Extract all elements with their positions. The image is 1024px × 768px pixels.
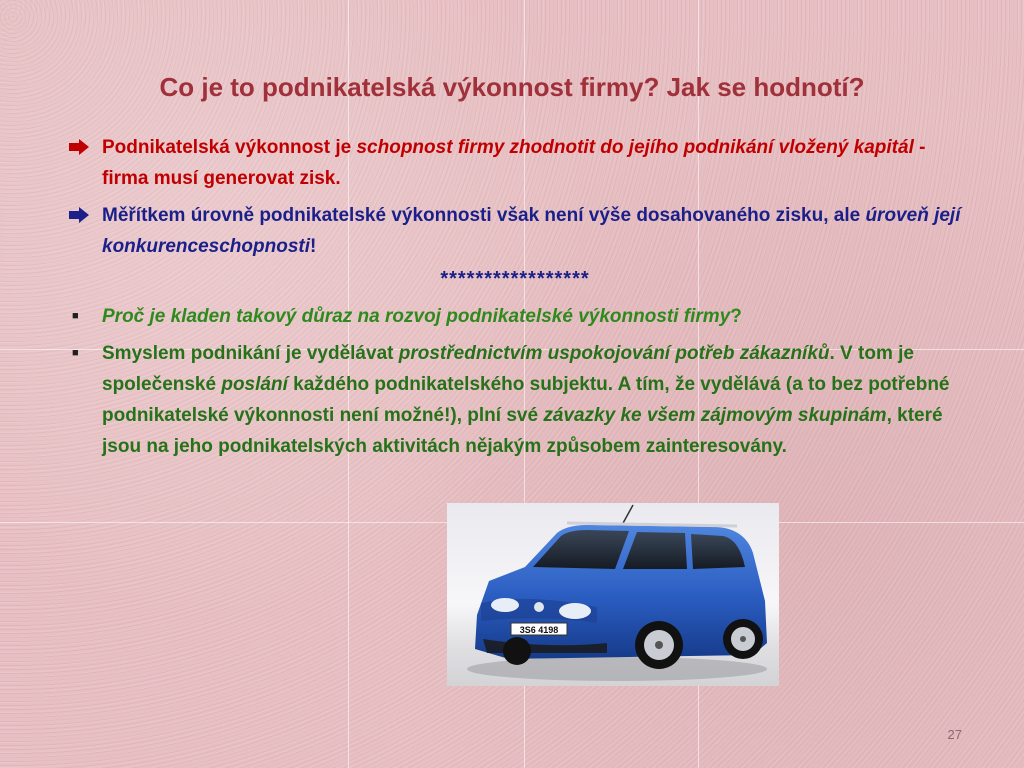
- page-number: 27: [947, 727, 962, 742]
- separator-stars: *****************: [440, 268, 590, 290]
- bullet-performance-definition: [60, 132, 970, 194]
- arrow-icon: [68, 132, 98, 155]
- slide-content: [60, 132, 970, 468]
- bullet-text: Proč je kladen takový důraz na rozvoj podnikatelské výkonnosti firmy?: [102, 306, 742, 327]
- arrow-icon: [68, 200, 98, 223]
- bullet-text: Smyslem podnikání je vydělávat prostřednictvím uspokojování potřeb zákazníků. V tom je společenské poslání každého podnikatelského subjektu. A tím, že vydělává (a to bez potřebné podnikatelské výkonnosti není možné!), plní své závazky ke všem zájmovým skupinám, které jsou na jeho podnikatelských aktivitách nějakým způsobem zainteresovány.: [102, 343, 950, 457]
- bullet-text: Podnikatelská výkonnost je schopnost firmy zhodnotit do jejího podnikání vložený kapitál - firma musí generovat zisk.: [102, 137, 926, 189]
- bullet-answer: [60, 338, 970, 462]
- car-icon: [447, 503, 779, 686]
- square-bullet-icon: ■: [72, 347, 79, 359]
- license-plate: 3S6 4198: [519, 625, 559, 635]
- car-photo: [447, 503, 779, 686]
- bullet-text: Měřítkem úrovně podnikatelské výkonnosti však není výše dosahovaného zisku, ale úroveň její konkurenceschopnosti!: [102, 205, 961, 257]
- bullet-question: [60, 301, 970, 332]
- square-bullet-icon: ■: [72, 310, 79, 322]
- slide-title: Co je to podnikatelská výkonnost firmy? Jak se hodnotí?: [159, 72, 865, 102]
- bullet-competitiveness: [60, 200, 970, 262]
